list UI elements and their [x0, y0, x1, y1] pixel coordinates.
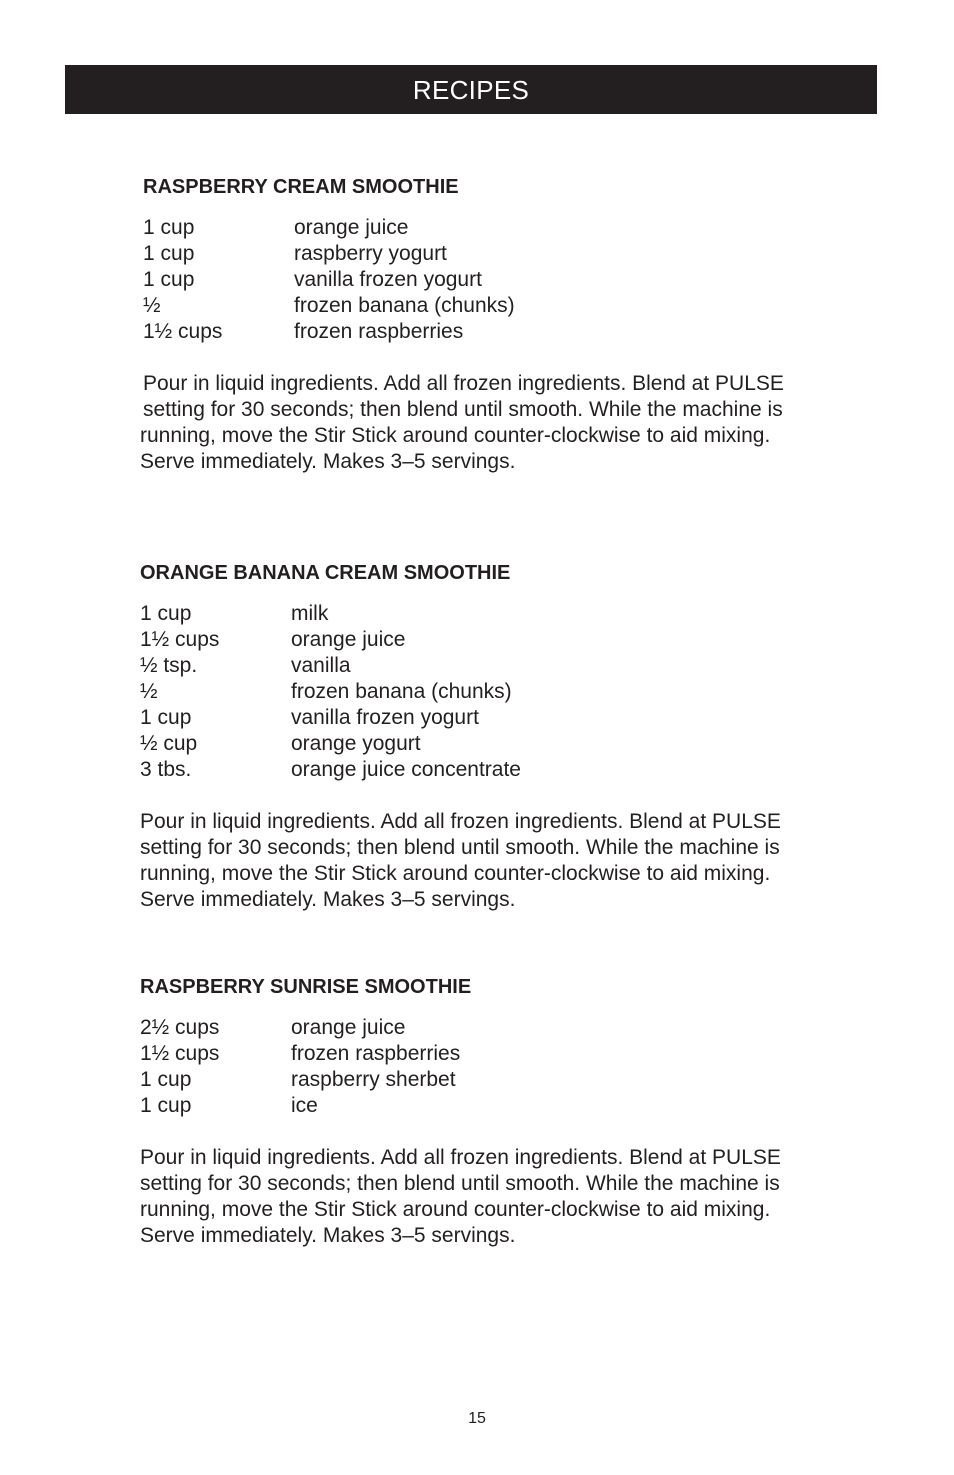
- ingredient-quantity: 2½ cups: [140, 1016, 220, 1039]
- directions-line: setting for 30 seconds; then blend until smooth. While the machine is: [140, 836, 780, 859]
- recipe-raspberry-cream-smoothie: [140, 175, 823, 475]
- ingredient-row: [140, 705, 820, 731]
- ingredient-name: orange yogurt: [291, 732, 421, 755]
- section-header-bar: [65, 65, 877, 114]
- recipe-raspberry-sunrise-smoothie: [140, 975, 820, 1249]
- ingredient-name: vanilla: [291, 654, 351, 677]
- ingredient-row: [140, 679, 820, 705]
- ingredient-name: milk: [291, 602, 329, 625]
- ingredient-list: [143, 215, 823, 345]
- recipe-directions: [140, 809, 820, 913]
- ingredient-quantity: ½: [140, 680, 158, 703]
- ingredient-name: orange juice: [291, 1016, 406, 1039]
- ingredient-quantity: 1½ cups: [140, 628, 220, 651]
- ingredient-row: [143, 215, 823, 241]
- ingredient-list: [140, 601, 820, 783]
- directions-line: Serve immediately. Makes 3–5 servings.: [140, 1224, 516, 1247]
- ingredient-quantity: 1 cup: [140, 706, 192, 729]
- page-number: 15: [468, 1410, 486, 1427]
- ingredient-quantity: 1 cup: [143, 216, 195, 239]
- recipe-title: RASPBERRY SUNRISE SMOOTHIE: [140, 976, 472, 998]
- ingredient-name: orange juice: [294, 216, 409, 239]
- recipe-title: RASPBERRY CREAM SMOOTHIE: [143, 176, 459, 198]
- ingredient-row: [140, 627, 820, 653]
- directions-line: setting for 30 seconds; then blend until smooth. While the machine is: [143, 398, 783, 421]
- ingredient-quantity: 1 cup: [140, 1068, 192, 1091]
- ingredient-name: orange juice concentrate: [291, 758, 521, 781]
- ingredient-row: [143, 241, 823, 267]
- ingredient-row: [140, 1067, 820, 1093]
- ingredient-name: frozen banana (chunks): [291, 680, 512, 703]
- directions-line: running, move the Stir Stick around counter-clockwise to aid mixing.: [140, 424, 771, 447]
- ingredient-name: raspberry sherbet: [291, 1068, 456, 1091]
- ingredient-row: [143, 293, 823, 319]
- ingredient-quantity: 3 tbs.: [140, 758, 192, 781]
- ingredient-name: vanilla frozen yogurt: [294, 268, 482, 291]
- ingredient-quantity: 1 cup: [140, 1094, 192, 1117]
- ingredient-row: [140, 757, 820, 783]
- ingredient-name: frozen banana (chunks): [294, 294, 515, 317]
- ingredient-quantity: 1½ cups: [140, 1042, 220, 1065]
- directions-line: Pour in liquid ingredients. Add all frozen ingredients. Blend at PULSE: [140, 810, 781, 833]
- ingredient-name: frozen raspberries: [294, 320, 464, 343]
- directions-line: Pour in liquid ingredients. Add all frozen ingredients. Blend at PULSE: [140, 1146, 781, 1169]
- ingredient-row: [140, 653, 820, 679]
- ingredient-name: orange juice: [291, 628, 406, 651]
- ingredient-row: [140, 1041, 820, 1067]
- ingredient-name: vanilla frozen yogurt: [291, 706, 479, 729]
- ingredient-quantity: 1 cup: [143, 268, 195, 291]
- section-title: RECIPES: [412, 75, 530, 105]
- ingredient-name: frozen raspberries: [291, 1042, 461, 1065]
- ingredient-list: [140, 1015, 820, 1119]
- recipe-directions: [140, 371, 823, 475]
- ingredient-quantity: 1 cup: [143, 242, 195, 265]
- directions-line: Pour in liquid ingredients. Add all frozen ingredients. Blend at PULSE: [143, 372, 784, 395]
- ingredient-quantity: ½ tsp.: [140, 654, 198, 677]
- directions-line: Serve immediately. Makes 3–5 servings.: [140, 888, 516, 911]
- ingredient-name: ice: [291, 1094, 318, 1117]
- ingredient-row: [140, 1093, 820, 1119]
- ingredient-name: raspberry yogurt: [294, 242, 447, 265]
- recipe-directions: [140, 1145, 820, 1249]
- ingredient-row: [140, 601, 820, 627]
- ingredient-row: [140, 1015, 820, 1041]
- directions-line: Serve immediately. Makes 3–5 servings.: [140, 450, 516, 473]
- ingredient-quantity: ½: [143, 294, 161, 317]
- directions-line: running, move the Stir Stick around counter-clockwise to aid mixing.: [140, 862, 771, 885]
- ingredient-quantity: ½ cup: [140, 732, 198, 755]
- ingredient-row: [143, 319, 823, 345]
- ingredient-quantity: 1 cup: [140, 602, 192, 625]
- ingredient-row: [140, 731, 820, 757]
- directions-line: setting for 30 seconds; then blend until smooth. While the machine is: [140, 1172, 780, 1195]
- ingredient-quantity: 1½ cups: [143, 320, 223, 343]
- directions-line: running, move the Stir Stick around counter-clockwise to aid mixing.: [140, 1198, 771, 1221]
- ingredient-row: [143, 267, 823, 293]
- recipe-orange-banana-cream-smoothie: [140, 561, 820, 913]
- recipe-title: ORANGE BANANA CREAM SMOOTHIE: [140, 562, 511, 584]
